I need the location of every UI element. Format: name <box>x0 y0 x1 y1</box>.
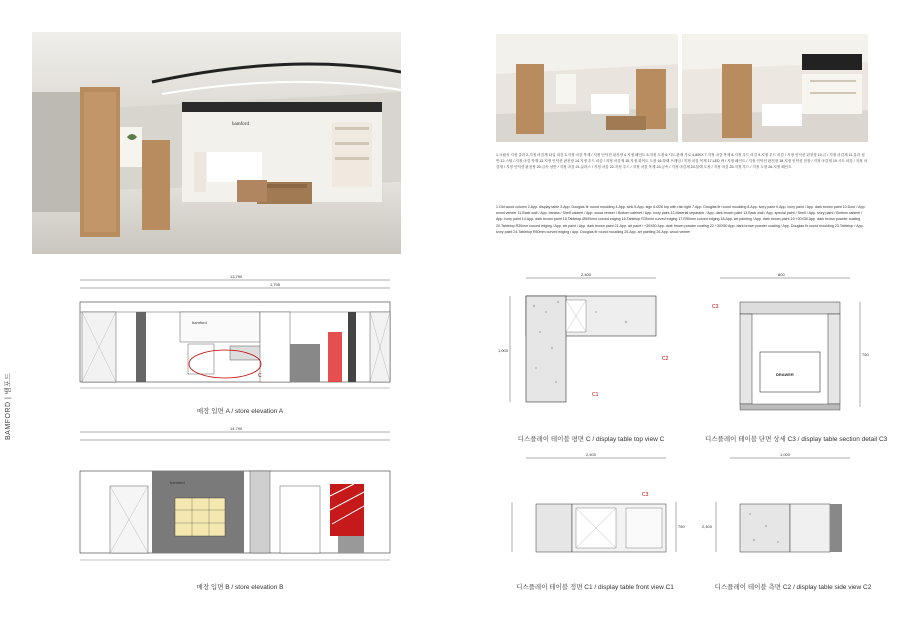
interior-photo-left <box>496 34 678 142</box>
elev-a-mark-c: C <box>258 373 262 379</box>
elevation-a-drawing <box>70 272 400 402</box>
table-c-depth-dim: 1,000 <box>498 348 509 353</box>
caption-elevation-b: 매장 입면 B / store elevation B <box>196 584 284 591</box>
elev-a-brand: bamford <box>192 320 207 325</box>
front-width-dim: 2,400 <box>586 452 597 457</box>
side-height-dim: 2,400 <box>702 524 713 529</box>
section-drawer-label: DRAWER <box>776 372 794 377</box>
section-mark-c3: C3 <box>712 304 719 310</box>
table-front-view-c1 <box>496 452 686 572</box>
sidebar-label: BAMFORD | 뱀포드 <box>5 372 12 440</box>
section-height-dim: 750 <box>862 352 869 357</box>
table-c-mark-c1: C1 <box>592 392 599 398</box>
caption-table-c2: 디스플레이 테이블 측면 C2 / display table side view C2 <box>714 584 872 591</box>
interior-photo-right <box>682 34 868 142</box>
caption-table-c1: 디스플레이 테이블 정면 C1 / display table front view C1 <box>516 584 674 591</box>
main-interior-photo <box>32 32 401 254</box>
caption-table-c: 디스플레이 테이블 평면 C / display table top view C <box>517 436 665 443</box>
table-side-view-c2 <box>700 452 870 572</box>
elev-b-total-dim: 14,790 <box>230 426 243 431</box>
elevation-b-drawing <box>70 426 400 578</box>
table-section-c3 <box>700 272 870 422</box>
caption-elevation-a: 매장 입면 A / store elevation A <box>196 408 284 415</box>
side-width-dim: 1,000 <box>780 452 791 457</box>
table-c-mark-c2: C2 <box>662 356 669 362</box>
main-interior-illustration <box>32 32 401 254</box>
section-width-dim: 800 <box>778 272 785 277</box>
front-height-dim: 750 <box>678 524 685 529</box>
elev-b-brand: bamford <box>170 480 185 485</box>
table-c-top-dim: 2,400 <box>581 272 592 277</box>
legend-materials-english: 1.Old wood column 2.App. display table 3.App. Douglas fir round moulding 4.App. sink 5.App. sign 6.Ø28 top with rain light 7.App. Douglas fir round moulding 8.App. ivory paint 9.App. ivory paint / App. dark brown paint 10.Door / App. wood veneer 11.Back wall / App. barista / Shelf cabinet / App. wood veneer / Bottom cabinet / App. ivory paint 12.Material separator / App. dark brown paint 13.Back wall / App. special paint / Shelf / App. ivory paint / Bottom cabinet / App. ivory paint 14.App. dark brown paint 15.Tabletop Ø500mm curved edging 16.Tabletop R30mm curved edging 17.R50mm curved edging 18.App. art painting / App. dark brown paint 19.+30X50 App. dark brown powder coating 20.Tabletop R30mm curved edging / App. art paint / App. dark brown paint 21.App. art paint / +30X50 App. dark brown powder coating 22.+30X50 App. dark brown powder coating / App. Douglas fir round moulding 23.Tabletop / App. ivory paint 24.Tabletop R50mm curved edging / App. Douglas fir round moulding 25.App. art painting 26.App. wood veneer <box>496 205 866 234</box>
front-mark-c3: C3 <box>642 492 649 498</box>
main-brand-sign: bamford <box>232 122 249 127</box>
table-top-view-c <box>496 272 682 422</box>
caption-table-c3: 디스플레이 테이블 단면 상세 C3 / display table section detail C3 <box>705 436 888 443</box>
elev-a-sub-dim: 1,795 <box>270 282 281 287</box>
legend-materials-korean: 1.크림석 지정 골라 2.지정 마감재 타일 마감 3.지정 마감 목재 / 지정 인덕션 핀천장 4.지정 페인트 5.지정 도장 6.시트 판재 가로 4,800X 7.지정 마감 목재 8.지정 우드 마감 9.지정 우드 마감 / 지정 인덕션 핀천장 10.금 / 지정 마감재 11.유리 섬반 12.스틸 / 지정 마감 목재 13.지정 인덕션 판천장 14.지정 우드 마감 / 지정 마감재 15.지정 화이트 도장 16.블랙 프레임 / 지정 마감 목재 17.LED 바 / 지정 페인트 / 지정 인덕션 판천장 18.지정 인덕션 천장 / 지정 마감재 19.시트 마감 / 지정 마감재 / 지정 인덕션 판천장 20.금속 섬반 / 지정 마감 21.글라스 / 지정 마감 22.지정 우드 / 지정 마감 목재 23.금속 / 지정 마감재 24.블랙 도장 / 지정 마감 25.지정 우드 / 지정 도장 26.지정 페인트 <box>496 153 868 170</box>
elev-a-total-dim: 13,790 <box>230 274 243 279</box>
